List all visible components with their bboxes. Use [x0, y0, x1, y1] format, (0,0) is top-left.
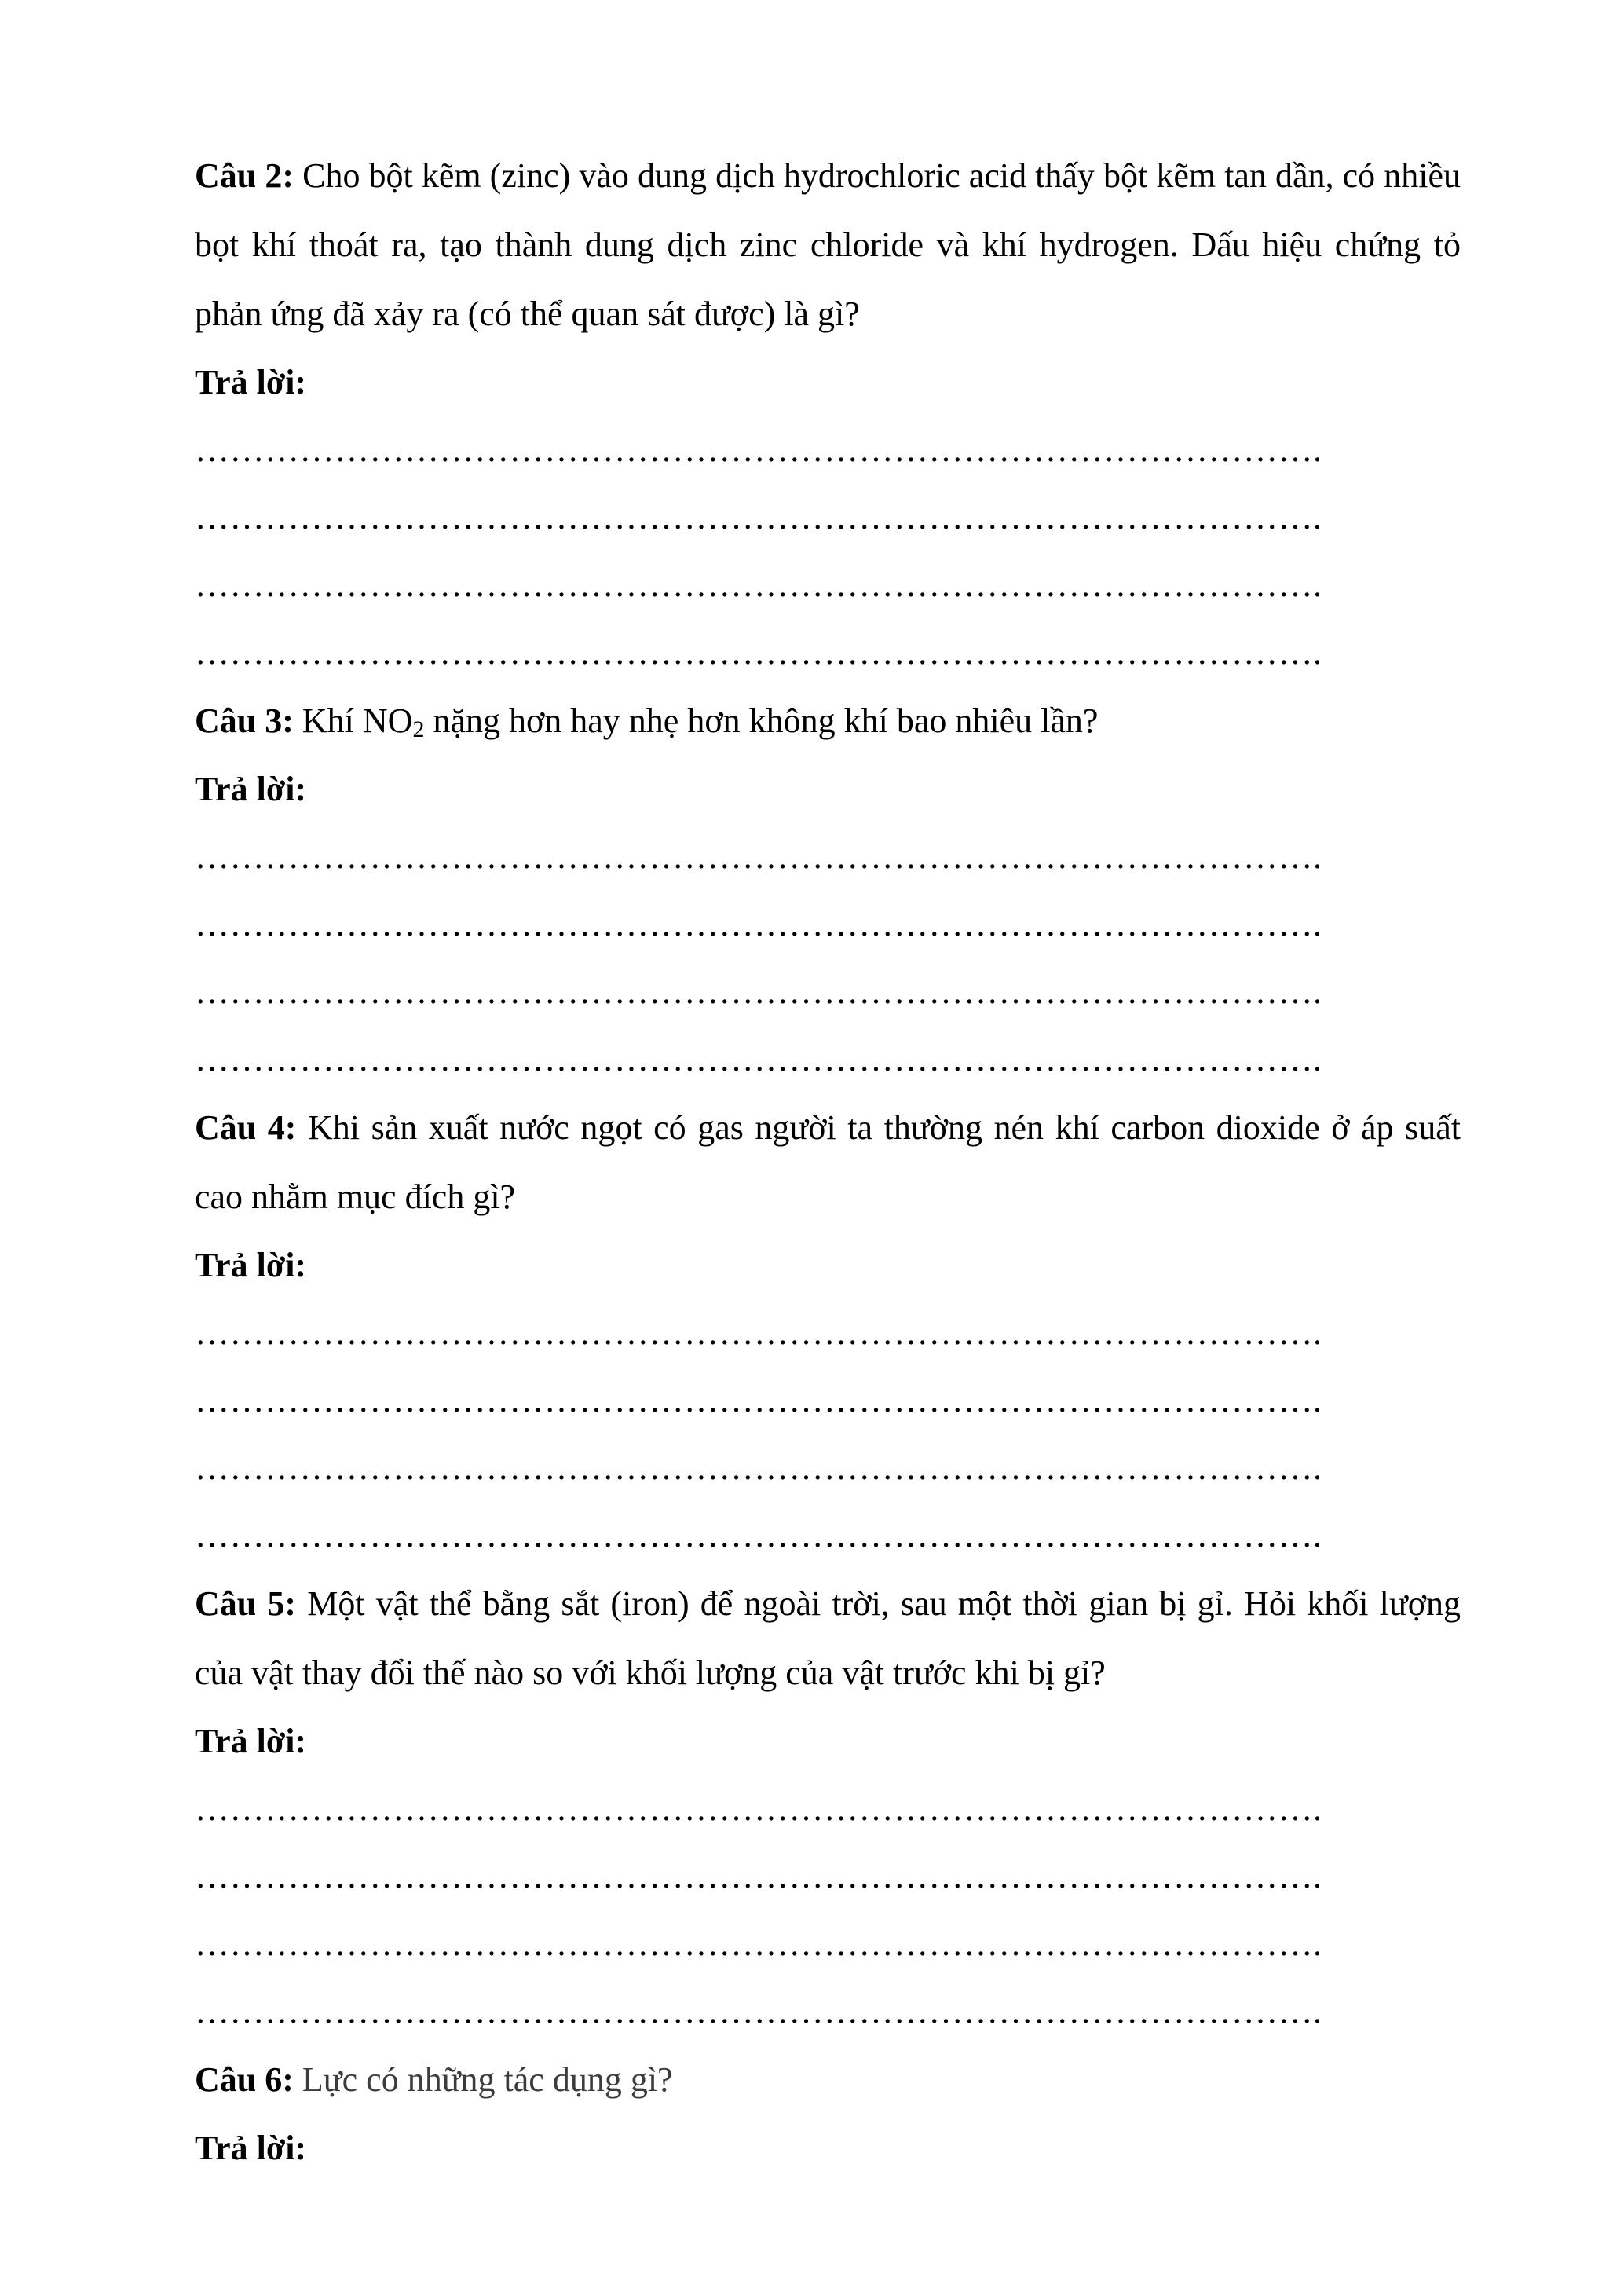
answer-line: …………………………………………………………………………………….: [195, 1516, 1322, 1554]
question-4: [195, 1093, 1461, 1232]
answer-line: …………………………………………………………………………………….: [195, 1992, 1322, 2031]
answer-label: Trả lời:: [195, 1722, 307, 1760]
answer-line: …………………………………………………………………………………….: [195, 1857, 1322, 1895]
question-5: [195, 1569, 1461, 1708]
question-label: Câu 2:: [195, 156, 294, 195]
answer-line: …………………………………………………………………………………….: [195, 1313, 1322, 1352]
question-2: [195, 141, 1461, 349]
answer-line: …………………………………………………………………………………….: [195, 566, 1322, 604]
answer-line: …………………………………………………………………………………….: [195, 633, 1322, 672]
question-6: [195, 2045, 1461, 2115]
question-text: [302, 701, 1098, 740]
answer-line: …………………………………………………………………………………….: [195, 1040, 1322, 1078]
question-3: [195, 687, 1461, 756]
question-text: Cho bột kẽm (zinc) vào dung dịch hydrochloric acid thấy bột kẽm tan dần, có nhiều bọt khí thoát ra, tạo thành dung dịch zinc chloride và khí hydrogen. Dấu hiệu chứng tỏ phản ứng đã xảy ra (có thể quan sát được) là gì?: [195, 156, 1461, 333]
subscript-two: 2: [412, 716, 425, 742]
question-text-start: Khí NO: [302, 701, 413, 740]
answer-line: …………………………………………………………………………………….: [195, 905, 1322, 943]
worksheet-page: [195, 141, 1461, 2182]
question-text: Một vật thể bằng sắt (iron) để ngoài trời, sau một thời gian bị gỉ. Hỏi khối lượng của vật thay đổi thế nào so với khối lượng của vật trước khi bị gỉ?: [195, 1584, 1461, 1692]
answer-line: …………………………………………………………………………………….: [195, 498, 1322, 536]
answer-line: …………………………………………………………………………………….: [195, 837, 1322, 876]
question-text-end: nặng hơn hay nhẹ hơn không khí bao nhiêu lần?: [424, 701, 1099, 740]
answer-label: Trả lời:: [195, 770, 307, 808]
answer-line: …………………………………………………………………………………….: [195, 430, 1322, 469]
answer-line: …………………………………………………………………………………….: [195, 972, 1322, 1011]
question-label: Câu 5:: [195, 1584, 297, 1623]
question-text: Lực có những tác dụng gì?: [302, 2060, 673, 2099]
question-label: Câu 3:: [195, 701, 294, 740]
answer-label: Trả lời:: [195, 1246, 307, 1284]
question-label: Câu 6:: [195, 2060, 294, 2099]
answer-line: …………………………………………………………………………………….: [195, 1789, 1322, 1828]
answer-line: …………………………………………………………………………………….: [195, 1381, 1322, 1419]
question-label: Câu 4:: [195, 1108, 297, 1147]
question-text: Khi sản xuất nước ngọt có gas người ta thường nén khí carbon dioxide ở áp suất cao nhằm mục đích gì?: [195, 1108, 1461, 1216]
answer-label: Trả lời:: [195, 2129, 307, 2167]
answer-line: …………………………………………………………………………………….: [195, 1924, 1322, 1963]
answer-label: Trả lời:: [195, 363, 307, 401]
answer-line: …………………………………………………………………………………….: [195, 1448, 1322, 1487]
